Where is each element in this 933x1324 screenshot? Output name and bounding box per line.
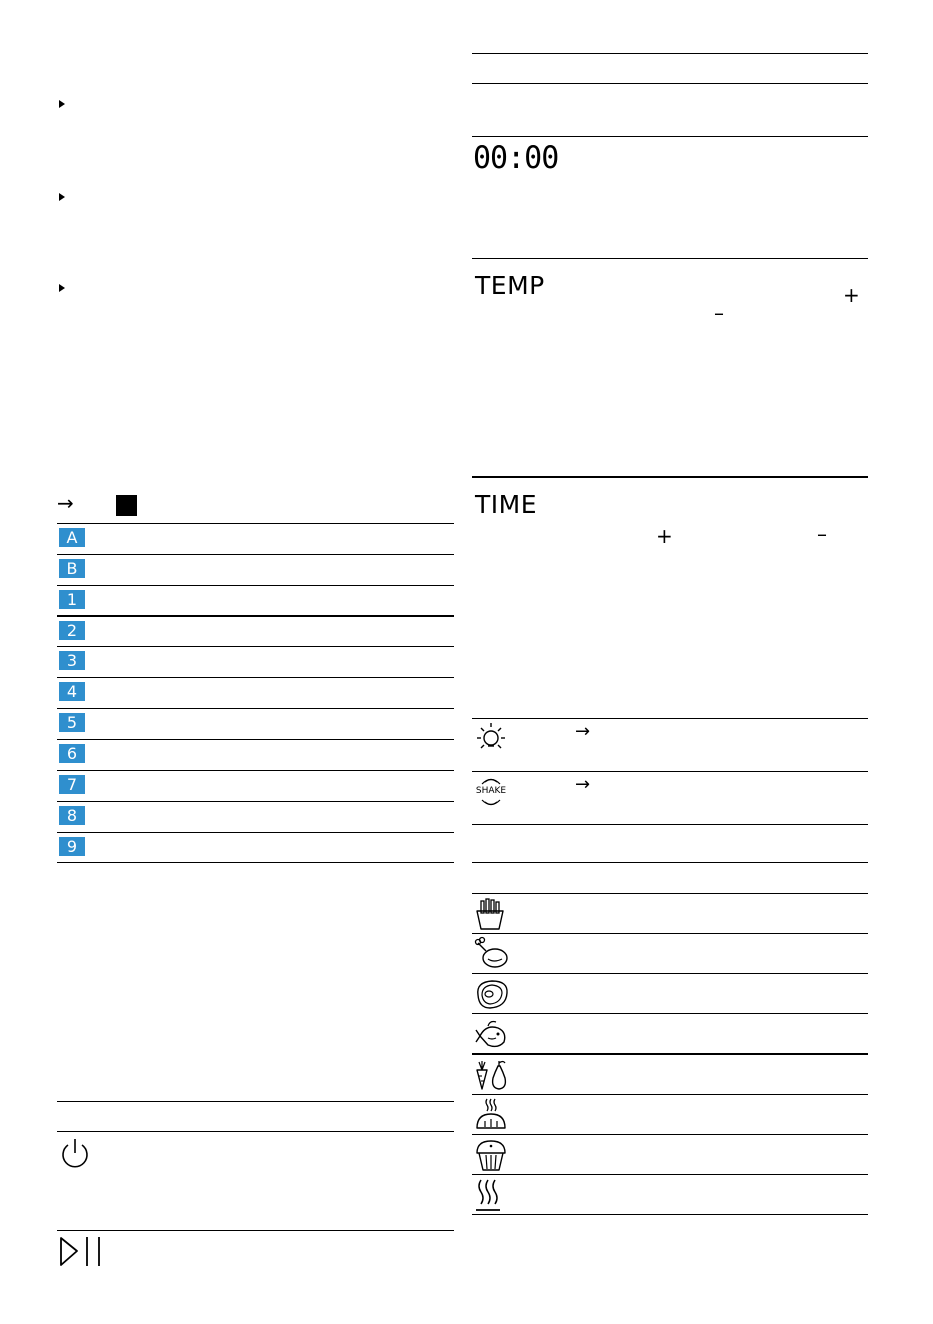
time-readout: 00:00 [473,139,559,177]
legend-rule-2 [57,585,454,586]
steak-icon [474,977,510,1011]
display-rule-4 [472,476,868,478]
badge-a: A [59,528,85,547]
badge-5: 5 [59,713,85,732]
controls-rule-1 [57,1131,454,1132]
badge-9: 9 [59,837,85,856]
bread-icon [474,1097,508,1131]
display-rule-3 [472,258,868,259]
programs-rule-4 [472,1013,868,1014]
legend-rule-6 [57,708,454,709]
badge-1: 1 [59,590,85,609]
display-rule-7 [472,824,868,825]
heat-waves-icon [474,1178,504,1212]
temp-plus-symbol: + [843,283,860,307]
play-pause-icon [59,1236,103,1268]
legend-rule-11 [57,862,454,863]
legend-rule-3 [57,615,454,617]
legend-rule-5 [57,677,454,678]
programs-rule-7 [472,1134,868,1135]
legend-rule-1 [57,554,454,555]
time-minus-symbol: – [817,522,827,546]
programs-rule-3 [472,973,868,974]
shake-arrow: → [575,774,591,795]
legend-rule-0 [57,523,454,524]
bullet-marker-1 [59,100,65,108]
programs-rule-2 [472,933,868,934]
bullet-marker-2 [59,193,65,201]
legend-arrow: → [57,491,74,515]
display-rule-1 [472,83,868,84]
legend-rule-7 [57,739,454,740]
fries-icon [474,897,506,931]
badge-8: 8 [59,806,85,825]
light-arrow: → [575,721,591,742]
light-bulb-icon [474,721,508,757]
display-rule-6 [472,771,868,772]
bullet-marker-3 [59,284,65,292]
programs-rule-5 [472,1053,868,1055]
badge-6: 6 [59,744,85,763]
programs-rule-0 [472,862,868,863]
legend-rule-4 [57,646,454,647]
fish-icon [474,1016,510,1052]
badge-b: B [59,559,85,578]
display-rule-5 [472,718,868,719]
time-label: TIME [475,490,538,519]
controls-rule-2 [57,1230,454,1231]
temp-label: TEMP [475,271,545,300]
vegetables-icon [474,1058,510,1092]
programs-rule-6 [472,1094,868,1095]
programs-rule-9 [472,1214,868,1215]
badge-4: 4 [59,682,85,701]
badge-2: 2 [59,621,85,640]
time-plus-symbol: + [656,524,673,548]
legend-rule-10 [57,832,454,833]
legend-rule-9 [57,801,454,802]
display-rule-0 [472,53,868,54]
black-square-icon [116,495,137,516]
legend-rule-8 [57,770,454,771]
badge-7: 7 [59,775,85,794]
shake-label: SHAKE [475,786,507,796]
power-icon [59,1137,91,1171]
programs-rule-1 [472,893,868,894]
muffin-icon [474,1138,508,1172]
badge-3: 3 [59,651,85,670]
controls-rule-0 [57,1101,454,1102]
temp-minus-symbol: – [714,301,724,325]
programs-rule-8 [472,1174,868,1175]
chicken-leg-icon [474,937,510,971]
display-rule-2 [472,136,868,137]
